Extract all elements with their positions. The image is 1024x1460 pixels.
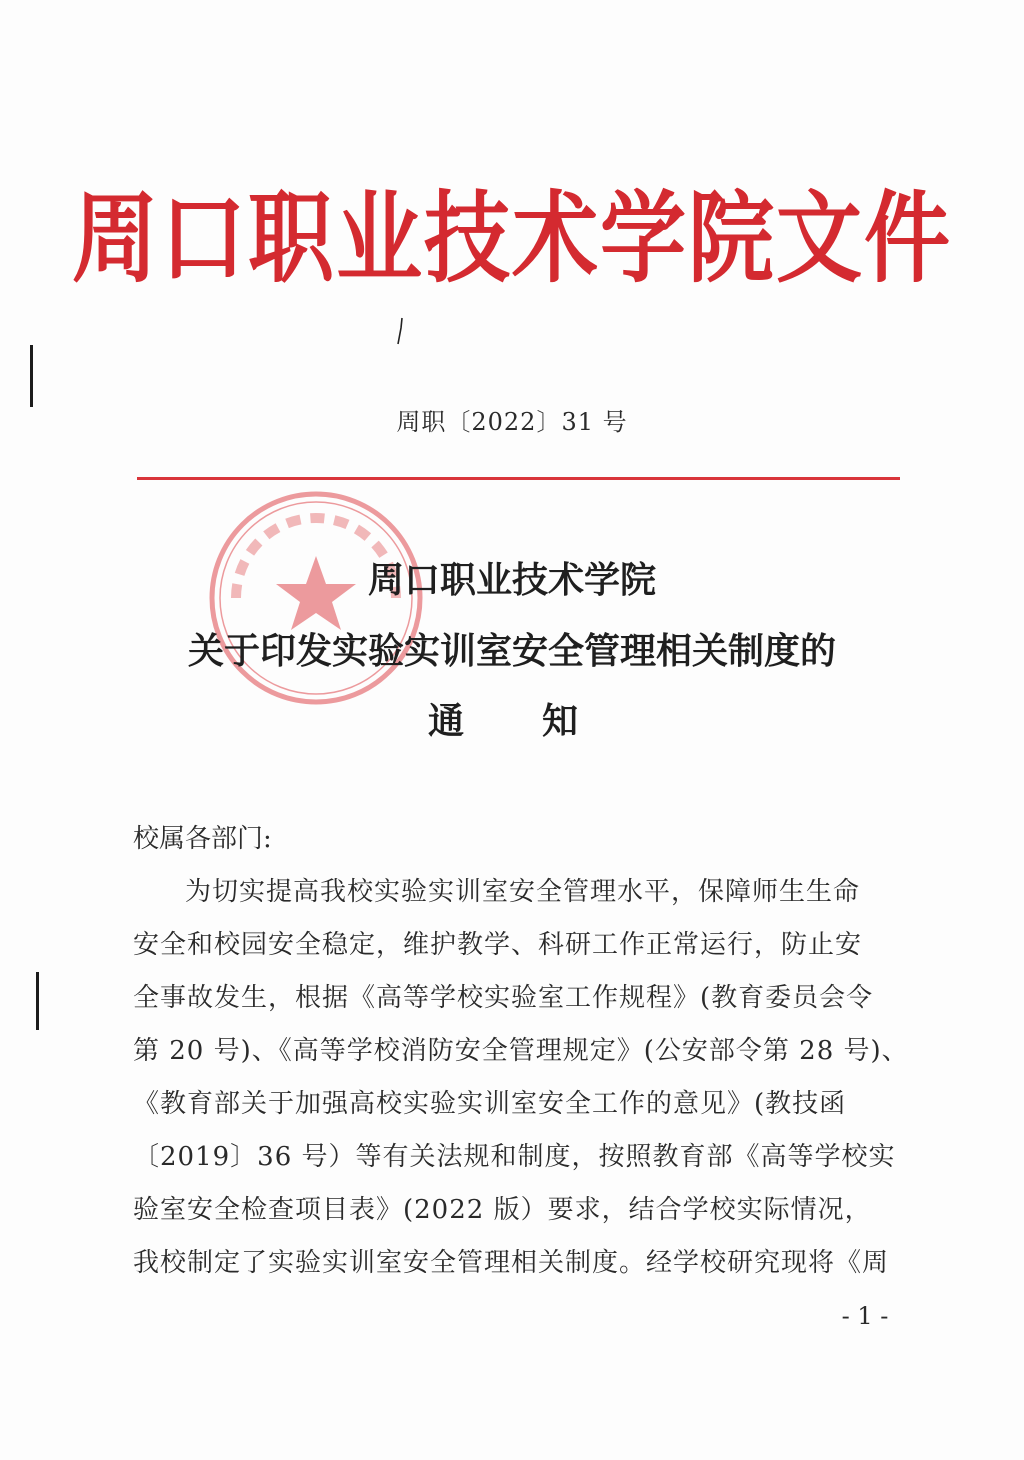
document-number: 周职〔2022〕31 号 [396,408,628,436]
salutation: 校属各部门: [133,824,272,854]
body-line: 安全和校园安全稳定，维护教学、科研工作正常运行，防止安 [133,930,863,960]
page-number: - 1 - [841,1302,889,1330]
body-line: 为切实提高我校实验实训室安全管理水平，保障师生生命 [185,877,861,907]
notice-title-line-3: 通知 [427,700,656,742]
body-line: 第 20 号)、《高等学校消防安全管理规定》(公安部令第 28 号)、 [133,1036,909,1066]
notice-title-line-2: 关于印发实验实训室安全管理相关制度的 [187,630,836,672]
scan-binding-mark [36,972,39,1030]
body-line: 《教育部关于加强高校实验实训室安全工作的意见》(教技函 [133,1089,847,1119]
document-masthead: 周口职业技术学院文件 [72,181,952,297]
pen-mark [394,316,406,346]
notice-body [133,866,909,1290]
scan-binding-mark [30,345,33,407]
notice-title-line-1: 周口职业技术学院 [367,559,656,601]
body-line: 我校制定了实验实训室安全管理相关制度。经学校研究现将《周 [133,1248,890,1278]
body-line: 全事故发生，根据《高等学校实验室工作规程》(教育委员会令 [133,983,874,1013]
body-line: 验室安全检查项目表》(2022 版）要求，结合学校实际情况， [133,1195,872,1225]
body-line: 〔2019〕36 号）等有关法规和制度，按照教育部《高等学校实 [133,1142,896,1172]
